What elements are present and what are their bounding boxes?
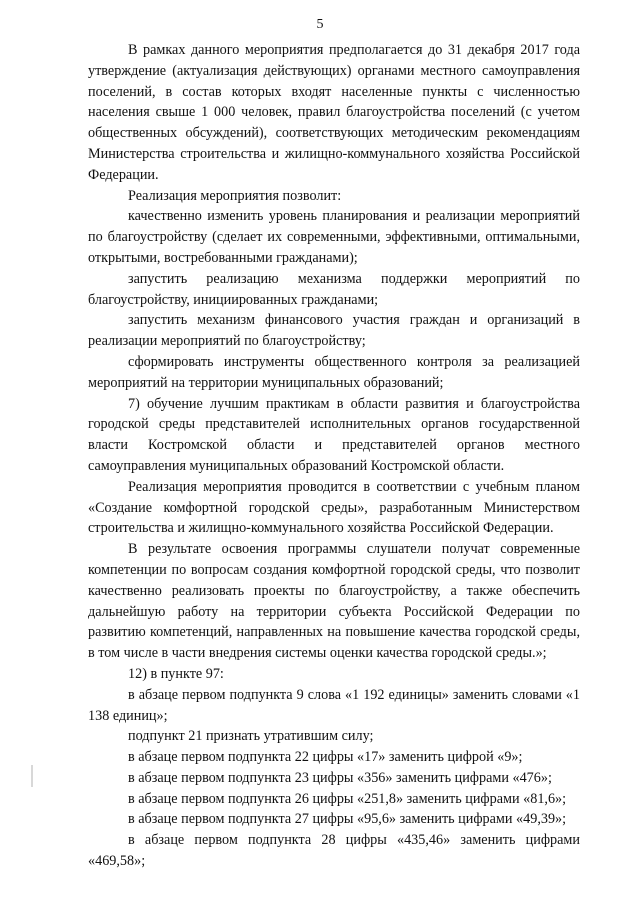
paragraph-repeal-subitem-21: подпункт 21 признать утратившим силу; [128, 728, 374, 745]
document-body [88, 40, 580, 872]
paragraph-amend-subitem-22: в абзаце первом подпункта 22 цифры «17» заменить цифрой «9»; [128, 749, 523, 766]
paragraph-amend-subitem-27: в абзаце первом подпункта 27 цифры «95,6» заменить цифрами «49,39»; [128, 811, 567, 828]
page-number: 5 [316, 17, 324, 32]
paragraph-item-7-training: 7) обучение лучшим практикам в области развития и благоустройства городской среды представителей исполнительных органов государственной власти Костромской области и представителей органов местного самоуправления муниципальных образований Костромской области. [88, 395, 580, 474]
paragraph-event-description: В рамках данного мероприятия предполагается до 31 декабря 2017 года утверждение (актуализация действующих) органами местного самоуправления поселений, в состав которых входят населенные пункты с численностью населения свыше 1 000 человек, правил благоустройства поселений (с учетом общественных обсуждений), соответствующих методическим рекомендациям Министерства строительства и жилищно-коммунального хозяйства Российской Федерации. [88, 42, 580, 183]
paragraph-item-12-header: 12) в пункте 97: [128, 665, 224, 682]
paragraph-improve-planning: качественно изменить уровень планирования и реализации мероприятий по благоустройству (сделает их современными, эффективными, оптимальными, открытыми, востребованными гражданами); [88, 208, 580, 266]
paragraph-implementation-intro: Реализация мероприятия позволит: [128, 187, 342, 204]
paragraph-curriculum: Реализация мероприятия проводится в соответствии с учебным планом «Создание комфортной городской среды», разработанным Министерством строительства и жилищно-коммунального хозяйства Российской Федерации. [88, 478, 580, 537]
paragraph-support-mechanism: запустить реализацию механизма поддержки мероприятий по благоустройству, инициированных гражданами; [88, 270, 580, 308]
paragraph-financial-participation: запустить механизм финансового участия граждан и организаций в реализации мероприятий по благоустройству; [88, 312, 580, 350]
paragraph-amend-subitem-9: в абзаце первом подпункта 9 слова «1 192 единицы» заменить словами «1 138 единиц»; [88, 686, 580, 724]
paragraph-amend-subitem-28: в абзаце первом подпункта 28 цифры «435,46» заменить цифрами «469,58»; [88, 832, 580, 870]
paragraph-amend-subitem-26: в абзаце первом подпункта 26 цифры «251,8» заменить цифрами «81,6»; [128, 790, 567, 807]
paragraph-program-results: В результате освоения программы слушатели получат современные компетенции по вопросам создания комфортной городской среды, что позволит качественно реализовать проекты по благоустройству, а также обеспечить дальнейшую работу на территории субъекта Российской Федерации по развитию компетенций, направленных на повышение качества городской среды, в том числе в части внедрения системы оценки качества городской среды.»; [88, 541, 580, 662]
paragraph-public-control: сформировать инструменты общественного контроля за реализацией мероприятий на территории муниципальных образований; [88, 353, 580, 391]
paragraph-amend-subitem-23: в абзаце первом подпункта 23 цифры «356» заменить цифрами «476»; [128, 769, 552, 786]
scan-margin-mark [31, 765, 33, 787]
